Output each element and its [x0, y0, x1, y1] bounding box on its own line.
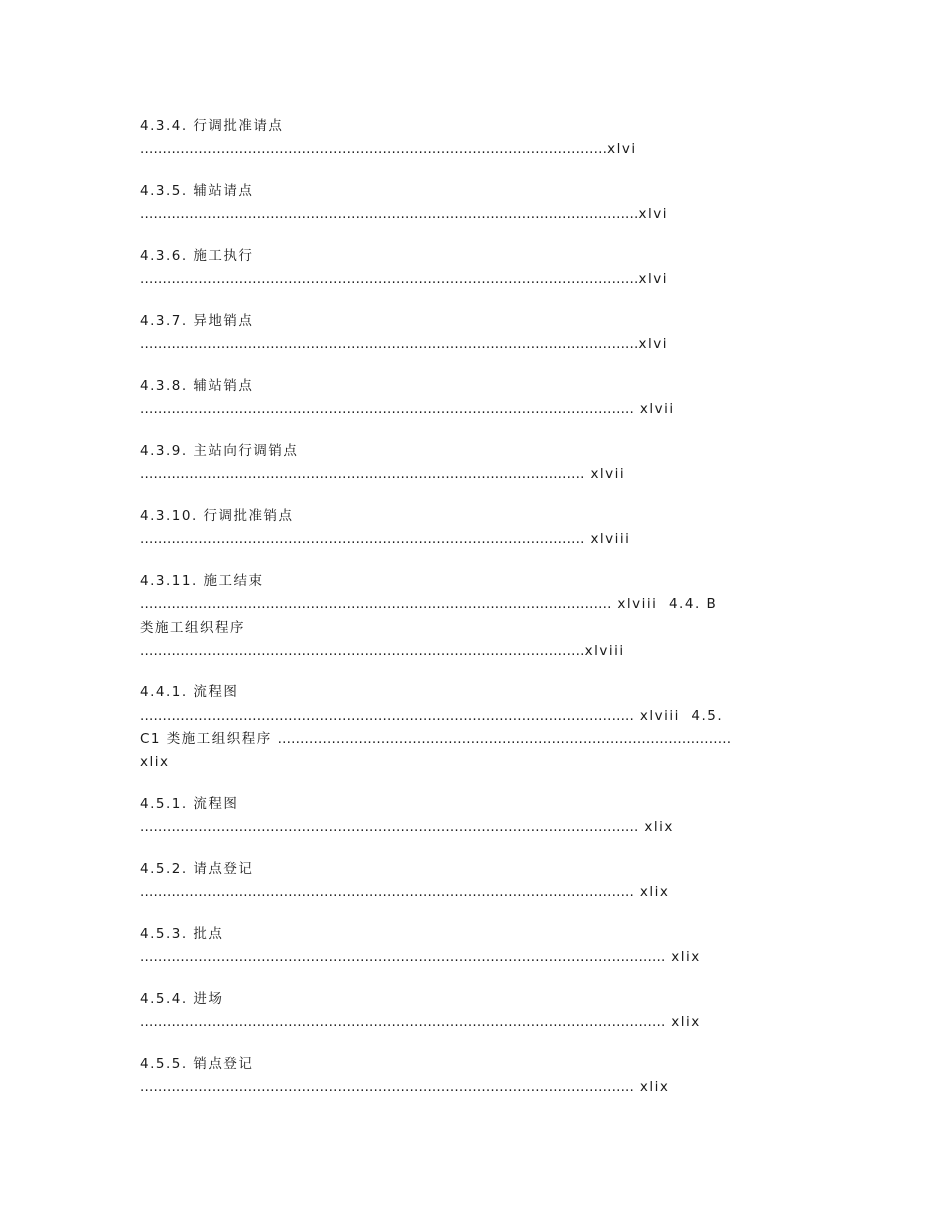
toc-entry-title: 4.3.5. 辅站请点 [140, 183, 254, 199]
toc-dot-leader: .............................................................................................................. [140, 401, 635, 417]
toc-entry-continuation: 4.4. B [668, 596, 718, 612]
toc-leader-line [140, 270, 668, 288]
toc-entry-title: 4.3.11. 施工结束 [140, 573, 264, 589]
toc-leader-line [140, 1013, 701, 1031]
toc-leader-line [140, 140, 637, 158]
toc-entry-title: 4.3.8. 辅站销点 [140, 378, 254, 394]
toc-leader-line [140, 883, 669, 901]
toc-entry-title: C1 类施工组织程序 [140, 731, 272, 747]
toc-dot-leader: ......................................................................................................... [140, 596, 612, 612]
toc-page-number: xlvi [638, 336, 669, 352]
toc-page-number: xlvii [639, 401, 675, 417]
toc-leader-line [140, 642, 625, 660]
toc-page-number: xlix [639, 1079, 670, 1095]
toc-leader-line [140, 335, 668, 353]
toc-dot-leader: ............................................................................................................... [140, 206, 639, 222]
toc-page-number: xlix [140, 754, 170, 770]
toc-page-number: xlviii [639, 708, 680, 724]
toc-dot-leader: .............................................................................................................. [140, 708, 635, 724]
toc-page-number: xlvi [638, 206, 669, 222]
toc-dot-leader: ................................................................................................... [140, 531, 585, 547]
toc-dot-leader: ........................................................................................................ [140, 141, 608, 157]
toc-dot-leader: .............................................................................................................. [140, 884, 635, 900]
toc-entry-title: 4.3.10. 行调批准销点 [140, 508, 294, 524]
toc-page-number: xlvi [607, 141, 637, 157]
toc-dot-leader: .............................................................................................................. [140, 1079, 635, 1095]
toc-leader-line [140, 1078, 669, 1096]
toc-entry-title: 4.5.3. 批点 [140, 926, 224, 942]
toc-entry-title: 4.5.2. 请点登记 [140, 861, 254, 877]
toc-entry-title: 4.5.5. 销点登记 [140, 1056, 254, 1072]
toc-entry-title: 4.5.1. 流程图 [140, 796, 239, 812]
toc-entry-continuation: 4.5. [691, 708, 724, 724]
toc-entry-title: 4.5.4. 进场 [140, 991, 224, 1007]
toc-dot-leader: ................................................................................................... [140, 466, 585, 482]
toc-page-number: xlvii [590, 466, 626, 482]
toc-page-number: xlvi [638, 271, 669, 287]
toc-entry-title: 类施工组织程序 [140, 620, 245, 636]
toc-entry-title: 4.3.4. 行调批准请点 [140, 118, 284, 134]
toc-dot-leader: ............................................................................................................... [140, 819, 639, 835]
toc-entry-title: 4.3.6. 施工执行 [140, 248, 254, 264]
toc-dot-leader: ..................................................................................................................... [140, 949, 666, 965]
toc-dot-leader: ................................................................................................... [140, 643, 585, 659]
toc-entry-title: 4.3.7. 异地销点 [140, 313, 254, 329]
toc-page-number: xlix [639, 884, 670, 900]
toc-page-number: xlix [644, 819, 674, 835]
toc-leader-line [140, 400, 675, 418]
toc-dot-leader: ............................................................................................................... [140, 336, 639, 352]
toc-leader-line [140, 530, 630, 548]
toc-page-number: xlix [671, 949, 701, 965]
toc-leader-line [140, 730, 731, 748]
toc-leader-line [140, 818, 674, 836]
toc-entry-title: 4.4.1. 流程图 [140, 684, 239, 700]
toc-leader-line [140, 465, 625, 483]
toc-page-number: xlviii [617, 596, 658, 612]
toc-leader-line [140, 205, 668, 223]
toc-leader-line [140, 707, 723, 725]
toc-entry-title: 4.3.9. 主站向行调销点 [140, 443, 299, 459]
toc-dot-leader: ..................................................................................................................... [140, 1014, 666, 1030]
toc-leader-line [140, 948, 701, 966]
toc-page-number: xlix [671, 1014, 701, 1030]
toc-page-number: xlviii [590, 531, 631, 547]
toc-page-number: xlviii [584, 643, 625, 659]
toc-dot-leader: ..................................................................................................... [277, 731, 732, 747]
toc-leader-line [140, 595, 717, 613]
toc-dot-leader: ............................................................................................................... [140, 271, 639, 287]
